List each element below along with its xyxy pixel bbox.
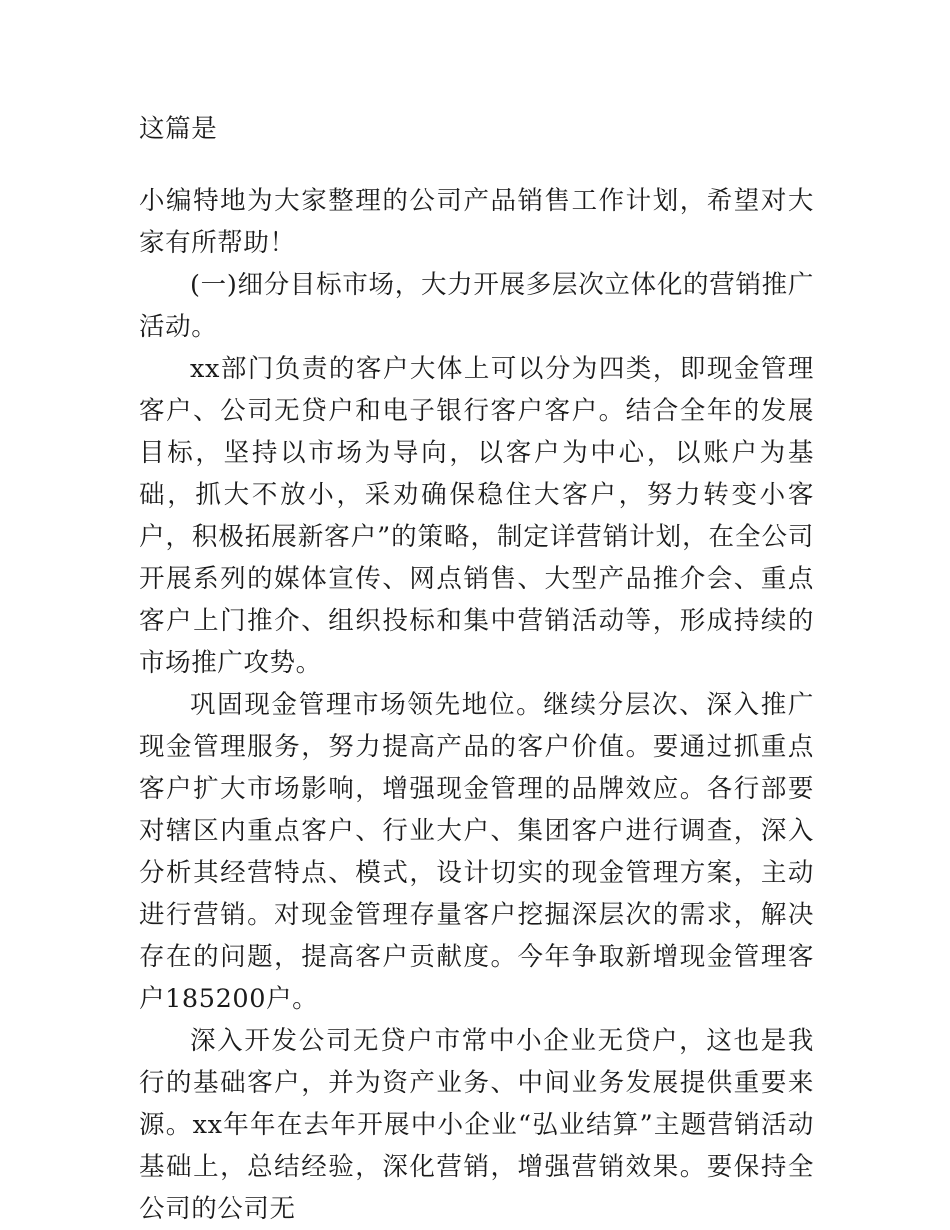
document-body	[139, 108, 814, 1230]
section-heading: (一)细分目标市场，大力开展多层次立体化的营销推广活动。	[139, 270, 814, 342]
intro-paragraph: 小编特地为大家整理的公司产品销售工作计划，希望对大家有所帮助！	[139, 186, 814, 258]
body-paragraph: 巩固现金管理市场领先地位。继续分层次、深入推广现金管理服务，努力提高产品的客户价值。要通过抓重点客户扩大市场影响，增强现金管理的品牌效应。各行部要对辖区内重点客户、行业大户、集团客户进行调查，深入分析其经营特点、模式，设计切实的现金管理方案，主动进行营销。对现金管理存量客户挖掘深层次的需求，解决存在的问题，提高客户贡献度。今年争取新增现金管理客户185200户。	[139, 690, 814, 1014]
body-paragraph: 深入开发公司无贷户市常中小企业无贷户，这也是我行的基础客户，并为资产业务、中间业务发展提供重要来源。xx年年在去年开展中小企业“弘业结算”主题营销活动基础上，总结经验，深化营销，增强营销效果。要保持全公司的公司无	[139, 1026, 814, 1224]
body-paragraph: xx部门负责的客户大体上可以分为四类，即现金管理客户、公司无贷户和电子银行客户客户。结合全年的发展目标，坚持以市场为导向，以客户为中心，以账户为基础，抓大不放小，采劝确保稳住大客户，努力转变小客户，积极拓展新客户”的策略，制定详营销计划，在全公司开展系列的媒体宣传、网点销售、大型产品推介会、重点客户上门推介、组织投标和集中营销活动等，形成持续的市场推广攻势。	[139, 354, 814, 678]
intro-line: 这篇是	[139, 114, 218, 144]
